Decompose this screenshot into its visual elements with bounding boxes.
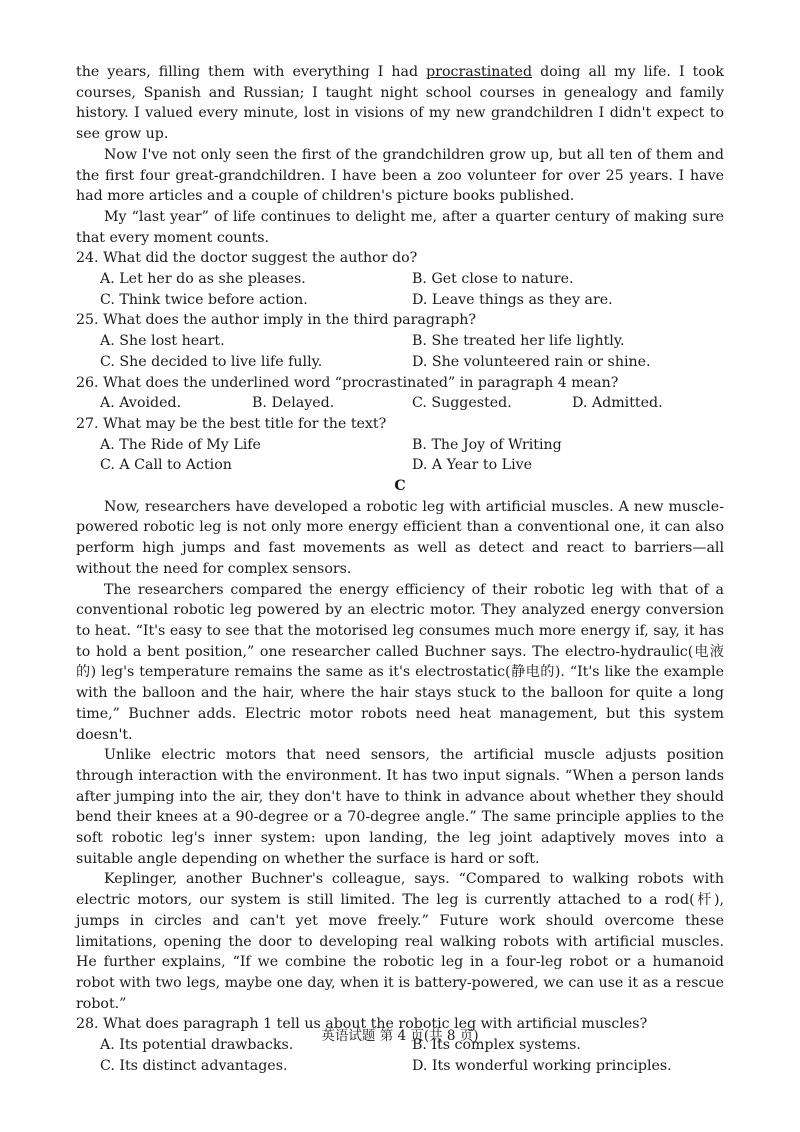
option-b: B. She treated her life lightly. [412, 333, 625, 350]
option-a: A. Let her do as she pleases. [100, 271, 306, 288]
option-d: D. Admitted. [572, 395, 663, 412]
question-options [76, 393, 724, 414]
option-d: D. She volunteered rain or shine. [412, 353, 651, 370]
question-27 [76, 414, 724, 476]
page-footer: 英语试题 第 4 页(共 8 页) [321, 1028, 479, 1044]
question-stem: 27. What may be the best title for the text? [76, 415, 387, 432]
passage-b-paragraph-4: the years, filling them with everything I had procrastinated doing all my life. I took courses, Spanish and Russian; I taught night school courses in genealogy and family history. I valued every minute, lost in visions of my new grandchildren I didn't expect to see grow up. [76, 64, 724, 143]
question-stem: 26. What does the underlined word “procrastinated” in paragraph 4 mean? [76, 374, 619, 391]
option-b: B. The Joy of Writing [412, 436, 562, 453]
underlined-word: procrastinated [426, 64, 533, 80]
passage-c-paragraph-3: Unlike electric motors that need sensors, the artificial muscle adjusts position through interaction with the environment. It has two input signals. “When a person lands after jumping into the air, they don't have to think in advance about whether they should bend their knees at a 90-degree or a 70-degree angle.” The same principle applies to the soft robotic leg's inner system: upon landing, the leg joint adaptively moves into a suitable angle depending on whether the surface is hard or soft. [76, 747, 724, 867]
option-c: C. Suggested. [412, 395, 512, 412]
option-d: D. A Year to Live [412, 457, 533, 474]
question-stem: 25. What does the author imply in the third paragraph? [76, 312, 477, 329]
option-b: B. Its complex systems. [412, 1037, 581, 1054]
option-c: C. She decided to live life fully. [100, 353, 323, 370]
question-24 [76, 248, 724, 310]
question-26 [76, 373, 724, 414]
question-options [76, 435, 724, 476]
option-b: B. Get close to nature. [412, 271, 574, 288]
question-options [76, 331, 724, 372]
option-d: D. Its wonderful working principles. [412, 1057, 672, 1074]
passage-c-paragraph-2: The researchers compared the energy efficiency of their robotic leg with that of a conventional robotic leg powered by an electric motor. They analyzed energy conversion to heat. “It's easy to see that the motorised leg consumes much more energy if, say, it has to hold a bent position,” one researcher called Buchner says. The electro-hydraulic(电液的) leg's temperature remains the same as it's electrostatic(静电的). “It's like the example with the balloon and the hair, where the hair stays stuck to the balloon for quite a long time,” Buchner adds. Electric motor robots need heat management, but this system doesn't. [76, 581, 724, 743]
option-a: A. Avoided. [100, 395, 182, 412]
option-c: C. Think twice before action. [100, 291, 308, 308]
question-options [76, 269, 724, 310]
option-b: B. Delayed. [252, 395, 335, 412]
option-a: A. She lost heart. [100, 333, 225, 350]
passage-b-paragraph-6: My “last year” of life continues to delight me, after a quarter century of making sure that every moment counts. [76, 208, 724, 246]
passage-b-paragraph-5: Now I've not only seen the first of the grandchildren grow up, but all ten of them and the first four great-grandchildren. I have been a zoo volunteer for over 25 years. I have had more articles and a couple of children's picture books published. [76, 146, 724, 205]
option-d: D. Leave things as they are. [412, 291, 613, 308]
question-25 [76, 310, 724, 372]
passage-c-paragraph-1: Now, researchers have developed a robotic leg with artificial muscles. A new muscle-powered robotic leg is not only more energy efficient than a conventional one, it can also perform high jumps and fast movements as well as detect and react to barriers—all without the need for complex sensors. [76, 498, 724, 577]
passage-c-paragraph-4: Keplinger, another Buchner's colleague, says. “Compared to walking robots with electric motors, our system is still limited. The leg is currently attached to a rod(杆), jumps in circles and can't yet move freely.” Future work should overcome these limitations, opening the door to developing real walking robots with artificial muscles. He further explains, “If we combine the robotic leg in a four-leg robot or a humanoid robot with two legs, maybe one day, when it is battery-powered, we can use it as a rescue robot.” [76, 871, 724, 1012]
section-c-heading: C [394, 478, 406, 495]
question-stem: 24. What did the doctor suggest the author do? [76, 250, 418, 267]
option-c: C. Its distinct advantages. [100, 1057, 288, 1074]
question-stem: 28. What does paragraph 1 tell us about the robotic leg with artificial muscles? [76, 1016, 648, 1033]
option-a: A. Its potential drawbacks. [100, 1037, 294, 1054]
option-a: A. The Ride of My Life [100, 436, 261, 453]
option-c: C. A Call to Action [100, 457, 232, 474]
exam-page [76, 62, 724, 1076]
